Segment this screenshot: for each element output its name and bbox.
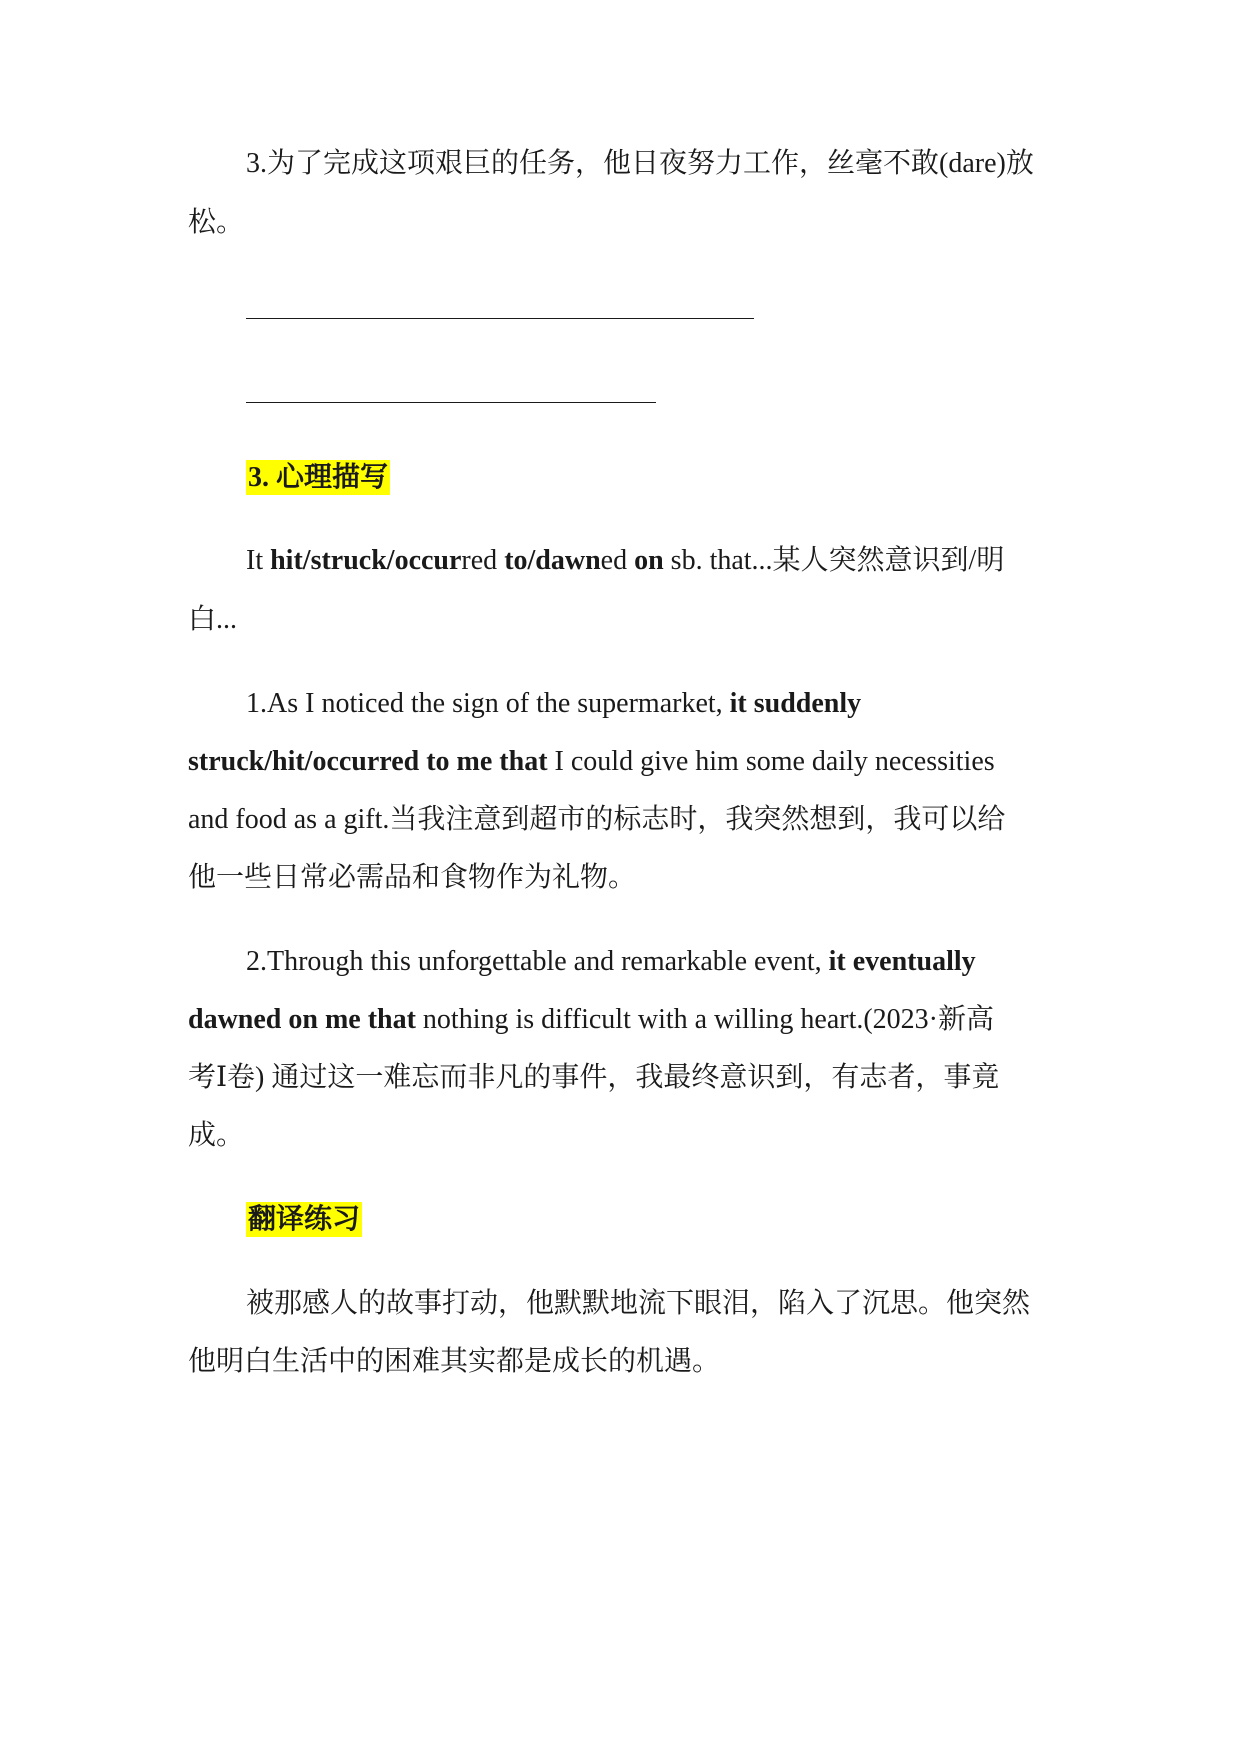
example-bold: it eventually bbox=[828, 946, 976, 977]
practice-prompt-line-2: 他明白生活中的困难其实都是成长的机遇。 bbox=[188, 1346, 721, 1377]
pattern-line-1 bbox=[246, 541, 1126, 581]
pattern-bold: hit/struck/occur bbox=[270, 545, 462, 576]
pattern-bold: on bbox=[634, 545, 664, 576]
section-heading-psychological-description bbox=[246, 458, 1126, 498]
example-text: I could give him some daily necessities bbox=[547, 746, 995, 777]
example-text: 2.Through this unforgettable and remarkable event, bbox=[246, 946, 829, 977]
example-1-line-3: and food as a gift.当我注意到超市的标志时，我突然想到，我可以给 bbox=[188, 804, 1006, 835]
example-text: nothing is difficult with a willing heart.(2023·新高 bbox=[415, 1004, 994, 1035]
example-text: 1.As I noticed the sign of the supermarket, bbox=[246, 688, 730, 719]
example-2-line-3: 考Ⅰ卷) 通过这一难忘而非凡的事件，我最终意识到，有志者，事竟 bbox=[188, 1062, 1000, 1093]
example-bold: dawned on me that bbox=[188, 1004, 416, 1035]
pattern-line-2: 白... bbox=[188, 604, 238, 635]
translation-practice-label: 翻译练习 bbox=[248, 1204, 361, 1235]
answer-blank-line-2 bbox=[246, 402, 656, 403]
example-bold: struck/hit/occurred to me that bbox=[188, 746, 548, 777]
example-1-line-2 bbox=[188, 742, 1068, 782]
practice-prompt-line-1: 被那感人的故事打动，他默默地流下眼泪，陷入了沉思。他突然 bbox=[246, 1288, 1031, 1319]
example-2-line-2 bbox=[188, 1000, 1068, 1040]
pattern-text: ed bbox=[600, 545, 635, 576]
translation-practice-heading bbox=[246, 1200, 1126, 1240]
question-3-line-1: 3.为了完成这项艰巨的任务，他日夜努力工作，丝毫不敢(dare)放 bbox=[246, 148, 1034, 179]
pattern-text: red bbox=[461, 545, 505, 576]
pattern-text: sb. that...某人突然意识到/明 bbox=[663, 545, 1005, 576]
pattern-bold: to/dawn bbox=[504, 545, 601, 576]
example-2-line-4: 成。 bbox=[188, 1120, 245, 1151]
question-3-line-2: 松。 bbox=[188, 207, 245, 238]
section-heading-label: 3. 心理描写 bbox=[248, 462, 389, 493]
example-1-line-4: 他一些日常必需品和食物作为礼物。 bbox=[188, 862, 637, 893]
example-1-line-1 bbox=[246, 684, 1126, 724]
pattern-text: It bbox=[246, 545, 271, 576]
answer-blank-line-1 bbox=[246, 318, 754, 319]
example-bold: it suddenly bbox=[729, 688, 862, 719]
example-2-line-1 bbox=[246, 942, 1126, 982]
